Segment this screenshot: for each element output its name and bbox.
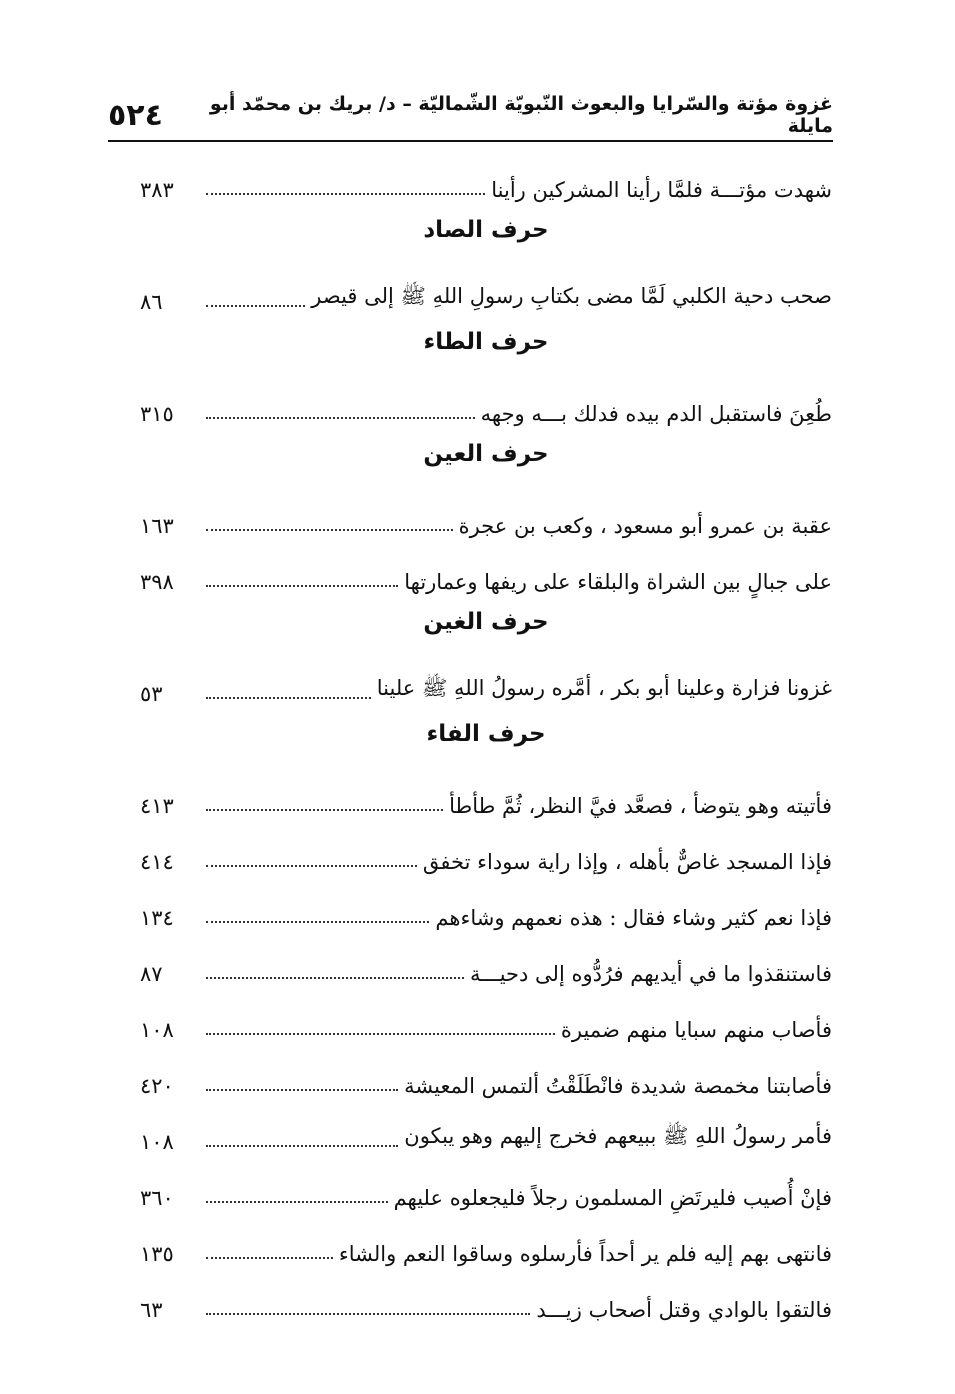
entry-text: شهدت مؤتـــة فلمَّا رأينا المشركين رأينا	[491, 178, 832, 202]
dot-leader	[206, 1033, 555, 1035]
dot-leader	[206, 1313, 530, 1315]
index-entry	[140, 258, 832, 314]
index-entry	[140, 986, 832, 1042]
entry-text: فانتهى بهم إليه فلم ير أحداً فأرسلوه وساقوا النعم والشاء	[338, 1242, 832, 1266]
dot-leader	[206, 417, 475, 419]
entry-page-number: ٣٩٨	[140, 570, 174, 594]
index-entry	[140, 370, 832, 426]
page-number: ٥٢٤	[108, 97, 163, 133]
running-header	[108, 90, 833, 140]
index-entry	[140, 650, 832, 706]
entry-text: فالتقوا بالوادي وقتل أصحاب زيـــد	[536, 1298, 832, 1322]
entry-text: فاستنقذوا ما في أيديهم فرُدُّوه إلى دحيـــة	[469, 962, 832, 986]
verse-index-list	[140, 146, 832, 1322]
header-divider	[108, 140, 833, 142]
index-entry	[140, 146, 832, 202]
dot-leader	[206, 977, 464, 979]
entry-text: فأصاب منهم سبايا منهم ضميرة	[560, 1018, 832, 1042]
entry-text: غزونا فزارة وعلينا أبو بكر ، أمَّره رسولُ اللهِ ﷺ علينا	[376, 676, 832, 700]
dot-leader	[206, 305, 305, 307]
index-entry	[140, 538, 832, 594]
entry-page-number: ١٣٥	[140, 1242, 174, 1266]
entry-text: فإنْ أُصيب فليرتَضِ المسلمون رجلاً فليجعلوه عليهم	[393, 1186, 832, 1210]
dot-leader	[206, 697, 371, 699]
entry-text: فإذا نعم كثير وشاء فقال : هذه نعمهم وشاءهم	[435, 906, 832, 930]
entry-text: فإذا المسجد غاصٌّ بأهله ، وإذا راية سوداء تخفق	[422, 850, 832, 874]
index-entry	[140, 482, 832, 538]
dot-leader	[206, 529, 453, 531]
index-entry	[140, 818, 832, 874]
entry-page-number: ٤١٣	[140, 794, 174, 818]
dot-leader	[206, 1089, 398, 1091]
entry-text: على جبالٍ بين الشراة والبلقاء على ريفها وعمارتها	[404, 570, 832, 594]
entry-text: فأصابتنا مخمصة شديدة فانْطَلَقْتُ ألتمس المعيشة	[404, 1074, 832, 1098]
letter-section-heading: حرف الطاء	[423, 329, 549, 355]
index-entry	[140, 1266, 832, 1322]
entry-page-number: ١٠٨	[140, 1018, 174, 1042]
dot-leader	[206, 865, 417, 867]
entry-text: صحب دحية الكلبي لَمَّا مضى بكتابِ رسولِ اللهِ ﷺ إلى قيصر	[311, 284, 832, 308]
entry-page-number: ١٦٣	[140, 514, 174, 538]
entry-page-number: ٥٣	[140, 682, 163, 706]
dot-leader	[206, 1257, 333, 1259]
index-entry	[140, 1154, 832, 1210]
index-entry	[140, 1042, 832, 1098]
entry-text: فأمر رسولُ اللهِ ﷺ ببيعهم فخرج إليهم وهو يبكون	[404, 1124, 832, 1148]
entry-page-number: ٦٣	[140, 1298, 163, 1322]
book-title: غزوة مؤتة والسّرايا والبعوث النّبويّة الشّماليّة – د/ بريك بن محمّد أبو مايلة	[209, 93, 833, 137]
index-entry	[140, 1210, 832, 1266]
entry-page-number: ١٠٨	[140, 1130, 174, 1154]
entry-page-number: ٤١٤	[140, 850, 174, 874]
entry-page-number: ٣٨٣	[140, 178, 174, 202]
index-entry	[140, 930, 832, 986]
dot-leader	[206, 1201, 388, 1203]
entry-page-number: ٨٦	[140, 290, 163, 314]
dot-leader	[206, 809, 443, 811]
entry-page-number: ١٣٤	[140, 906, 174, 930]
entry-text: عقبة بن عمرو أبو مسعود ، وكعب بن عجرة	[458, 514, 832, 538]
index-entry	[140, 1098, 832, 1154]
entry-page-number: ٨٧	[140, 962, 163, 986]
letter-section-heading: حرف الفاء	[426, 721, 546, 747]
index-entry	[140, 874, 832, 930]
dot-leader	[206, 585, 398, 587]
letter-section-heading: حرف العين	[423, 441, 549, 467]
entry-page-number: ٣٦٠	[140, 1186, 174, 1210]
entry-page-number: ٣١٥	[140, 402, 174, 426]
dot-leader	[206, 193, 485, 195]
dot-leader	[206, 921, 429, 923]
letter-section-heading: حرف الغين	[423, 609, 549, 635]
entry-text: طُعِنَ فاستقبل الدم بيده فدلك بـــه وجهه	[480, 402, 832, 426]
entry-page-number: ٤٢٠	[140, 1074, 174, 1098]
letter-section-heading: حرف الصاد	[423, 217, 549, 243]
dot-leader	[206, 1145, 398, 1147]
index-entry	[140, 762, 832, 818]
entry-text: فأتيته وهو يتوضأ ، فصعَّد فيَّ النظر، ثُمَّ طأطأ	[449, 794, 832, 818]
